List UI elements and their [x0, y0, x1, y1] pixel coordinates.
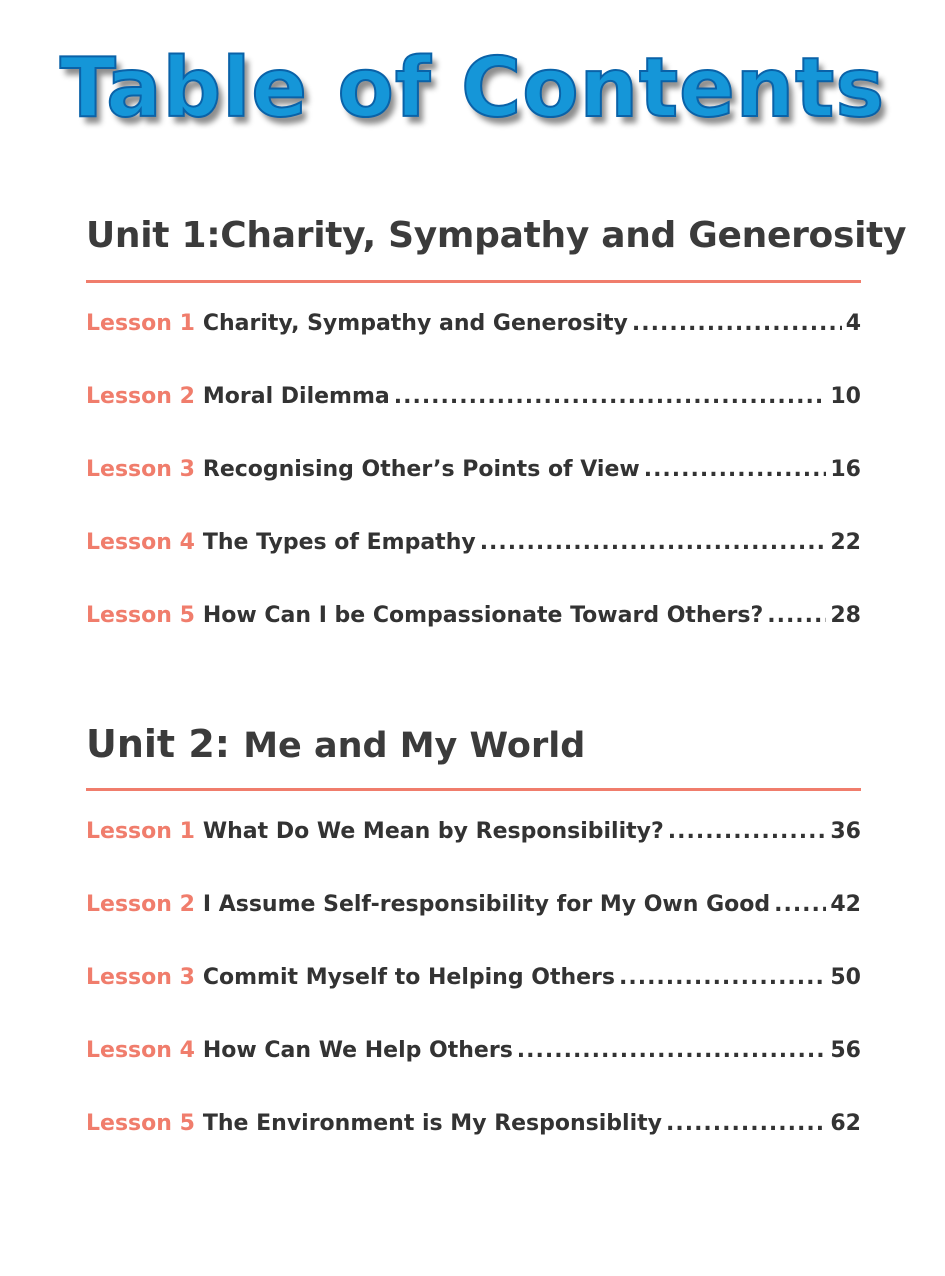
unit-2-prefix: Unit 2:: [86, 722, 230, 766]
page-number: 36: [830, 819, 861, 844]
dot-leader: [632, 304, 842, 344]
toc-entry-unit2-lesson4[interactable]: [86, 1031, 861, 1104]
page-title: Table of Contents: [59, 41, 886, 136]
page-number: 28: [830, 603, 861, 628]
dot-leader: [480, 523, 827, 563]
lesson-label: Lesson 2: [86, 384, 195, 409]
dot-leader: [394, 377, 827, 417]
dot-leader: [668, 812, 827, 852]
lesson-label: Lesson 3: [86, 965, 195, 990]
page-number: 50: [830, 965, 861, 990]
lesson-label: Lesson 5: [86, 1111, 195, 1136]
page-number: 62: [830, 1111, 861, 1136]
lesson-title: Moral Dilemma: [202, 384, 390, 409]
unit-2-heading: [86, 716, 861, 772]
lesson-title: The Types of Empathy: [202, 530, 476, 555]
lesson-title: I Assume Self-responsibility for My Own Good: [202, 892, 771, 917]
toc-entry-unit2-lesson1[interactable]: [86, 812, 861, 885]
lesson-title: How Can I be Compassionate Toward Others?: [202, 603, 764, 628]
unit-1-divider: [86, 280, 861, 283]
dot-leader: [517, 1031, 827, 1071]
lesson-title: The Environment is My Responsiblity: [202, 1111, 662, 1136]
page-number: 4: [845, 311, 861, 336]
dot-leader: [666, 1104, 826, 1144]
unit-2-divider: [86, 788, 861, 791]
toc-entry-unit1-lesson1[interactable]: [86, 304, 861, 377]
lesson-label: Lesson 1: [86, 311, 195, 336]
lesson-label: Lesson 2: [86, 892, 195, 917]
lesson-title: What Do We Mean by Responsibility?: [202, 819, 664, 844]
dot-leader: [619, 958, 826, 998]
page-number: 10: [830, 384, 861, 409]
page-number: 42: [830, 892, 861, 917]
toc-entry-unit1-lesson5[interactable]: [86, 596, 861, 669]
dot-leader: [644, 450, 827, 490]
lesson-title: Commit Myself to Helping Others: [202, 965, 615, 990]
toc-entry-unit1-lesson3[interactable]: [86, 450, 861, 523]
lesson-label: Lesson 1: [86, 819, 195, 844]
unit-1-lesson-list: [86, 304, 861, 669]
unit-1-heading: [86, 208, 907, 264]
lesson-label: Lesson 3: [86, 457, 195, 482]
unit-2-section: [86, 716, 861, 1177]
toc-entry-unit1-lesson2[interactable]: [86, 377, 861, 450]
toc-entry-unit1-lesson4[interactable]: [86, 523, 861, 596]
unit-2-lesson-list: [86, 812, 861, 1177]
lesson-title: Recognising Other’s Points of View: [202, 457, 640, 482]
page-number: 16: [830, 457, 861, 482]
dot-leader: [767, 596, 826, 636]
toc-entry-unit2-lesson5[interactable]: [86, 1104, 861, 1177]
lesson-title: Charity, Sympathy and Generosity: [202, 311, 628, 336]
toc-entry-unit2-lesson3[interactable]: [86, 958, 861, 1031]
unit-2-name: Me and My World: [243, 726, 586, 766]
toc-entry-unit2-lesson2[interactable]: [86, 885, 861, 958]
dot-leader: [774, 885, 826, 925]
lesson-label: Lesson 4: [86, 1038, 195, 1063]
lesson-label: Lesson 5: [86, 603, 195, 628]
unit-1-prefix: Unit 1:: [86, 215, 221, 256]
page-number: 56: [830, 1038, 861, 1063]
page-number: 22: [830, 530, 861, 555]
unit-1-name: Charity, Sympathy and Generosity: [220, 215, 907, 256]
lesson-title: How Can We Help Others: [202, 1038, 513, 1063]
unit-1-section: [86, 208, 907, 669]
lesson-label: Lesson 4: [86, 530, 195, 555]
